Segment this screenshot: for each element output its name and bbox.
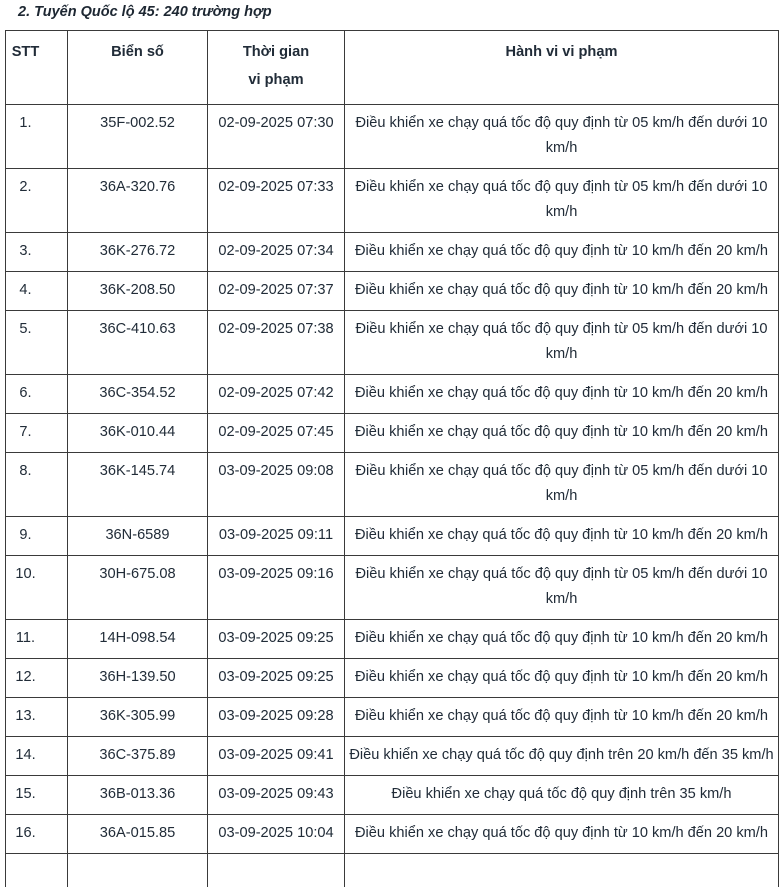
violations-table [5, 30, 779, 887]
row-plate-cell: 35F-002.52 [68, 105, 208, 169]
row-time-cell: 02-09-2025 07:45 [208, 414, 345, 453]
row-time-cell: 02-09-2025 07:30 [208, 105, 345, 169]
table-row [6, 272, 779, 311]
table-row [6, 233, 779, 272]
row-violation-cell: Điều khiển xe chạy quá tốc độ quy định từ 10 km/h đến 20 km/h [345, 375, 779, 414]
row-plate-cell: 14H-098.54 [68, 620, 208, 659]
header-time [208, 31, 345, 105]
table-header [6, 31, 779, 105]
row-violation-cell: Điều khiển xe chạy quá tốc độ quy định từ 05 km/h đến dưới 10 km/h [345, 169, 779, 233]
row-index-cell: 10. [6, 556, 68, 620]
table-row [6, 453, 779, 517]
row-plate-cell: 36K-305.99 [68, 698, 208, 737]
row-plate-cell: 36K-145.74 [68, 453, 208, 517]
row-time-cell: 03-09-2025 09:08 [208, 453, 345, 517]
row-violation-cell: Điều khiển xe chạy quá tốc độ quy định từ 10 km/h đến 20 km/h [345, 620, 779, 659]
row-plate-cell: 36C-410.63 [68, 311, 208, 375]
row-plate-cell: 36A-320.76 [68, 169, 208, 233]
row-index-cell: 4. [6, 272, 68, 311]
table-body [6, 105, 779, 854]
header-row [6, 31, 779, 105]
table-partial-body [6, 854, 779, 887]
row-violation-cell: Điều khiển xe chạy quá tốc độ quy định từ 10 km/h đến 20 km/h [345, 233, 779, 272]
row-time-cell: 03-09-2025 09:41 [208, 737, 345, 776]
row-index-cell: 12. [6, 659, 68, 698]
table-row [6, 620, 779, 659]
partial-cell [68, 854, 208, 887]
table-row [6, 105, 779, 169]
row-index-cell: 16. [6, 815, 68, 854]
table-row-partial [6, 854, 779, 887]
row-time-cell: 03-09-2025 09:16 [208, 556, 345, 620]
header-time-line2: vi phạm [210, 68, 342, 93]
row-index-cell: 7. [6, 414, 68, 453]
row-violation-cell: Điều khiển xe chạy quá tốc độ quy định từ 10 km/h đến 20 km/h [345, 698, 779, 737]
table-row [6, 414, 779, 453]
row-index-cell: 11. [6, 620, 68, 659]
row-time-cell: 03-09-2025 09:43 [208, 776, 345, 815]
row-violation-cell: Điều khiển xe chạy quá tốc độ quy định từ 10 km/h đến 20 km/h [345, 659, 779, 698]
row-index-cell: 13. [6, 698, 68, 737]
row-plate-cell: 36N-6589 [68, 517, 208, 556]
row-violation-cell: Điều khiển xe chạy quá tốc độ quy định từ 10 km/h đến 20 km/h [345, 517, 779, 556]
table-row [6, 776, 779, 815]
partial-cell [208, 854, 345, 887]
row-time-cell: 03-09-2025 10:04 [208, 815, 345, 854]
row-time-cell: 03-09-2025 09:11 [208, 517, 345, 556]
row-index-cell: 2. [6, 169, 68, 233]
section-title: 2. Tuyến Quốc lộ 45: 240 trường hợp [18, 3, 782, 21]
partial-cell [345, 854, 779, 887]
row-index-cell: 5. [6, 311, 68, 375]
table-row [6, 311, 779, 375]
row-violation-cell: Điều khiển xe chạy quá tốc độ quy định từ 10 km/h đến 20 km/h [345, 815, 779, 854]
row-time-cell: 02-09-2025 07:33 [208, 169, 345, 233]
row-time-cell: 02-09-2025 07:38 [208, 311, 345, 375]
row-plate-cell: 36C-354.52 [68, 375, 208, 414]
header-time-line1: Thời gian [210, 40, 342, 65]
row-time-cell: 03-09-2025 09:25 [208, 620, 345, 659]
header-stt: STT [6, 31, 68, 105]
row-time-cell: 03-09-2025 09:25 [208, 659, 345, 698]
row-index-cell: 15. [6, 776, 68, 815]
row-violation-cell: Điều khiển xe chạy quá tốc độ quy định từ 05 km/h đến dưới 10 km/h [345, 311, 779, 375]
row-time-cell: 03-09-2025 09:28 [208, 698, 345, 737]
row-plate-cell: 36K-010.44 [68, 414, 208, 453]
row-plate-cell: 36C-375.89 [68, 737, 208, 776]
table-row [6, 375, 779, 414]
row-index-cell: 14. [6, 737, 68, 776]
row-time-cell: 02-09-2025 07:34 [208, 233, 345, 272]
row-time-cell: 02-09-2025 07:37 [208, 272, 345, 311]
row-plate-cell: 36A-015.85 [68, 815, 208, 854]
page [0, 3, 782, 887]
table-row [6, 659, 779, 698]
row-violation-cell: Điều khiển xe chạy quá tốc độ quy định từ 10 km/h đến 20 km/h [345, 272, 779, 311]
row-index-cell: 6. [6, 375, 68, 414]
table-row [6, 556, 779, 620]
partial-cell [6, 854, 68, 887]
row-index-cell: 3. [6, 233, 68, 272]
row-plate-cell: 36H-139.50 [68, 659, 208, 698]
row-violation-cell: Điều khiển xe chạy quá tốc độ quy định từ 10 km/h đến 20 km/h [345, 414, 779, 453]
table-row [6, 169, 779, 233]
row-index-cell: 9. [6, 517, 68, 556]
row-violation-cell: Điều khiển xe chạy quá tốc độ quy định từ 05 km/h đến dưới 10 km/h [345, 556, 779, 620]
row-index-cell: 1. [6, 105, 68, 169]
row-plate-cell: 36B-013.36 [68, 776, 208, 815]
table-row [6, 815, 779, 854]
table-row [6, 737, 779, 776]
header-plate: Biển số [68, 31, 208, 105]
header-violation: Hành vi vi phạm [345, 31, 779, 105]
row-violation-cell: Điều khiển xe chạy quá tốc độ quy định từ 05 km/h đến dưới 10 km/h [345, 105, 779, 169]
row-plate-cell: 36K-276.72 [68, 233, 208, 272]
row-plate-cell: 30H-675.08 [68, 556, 208, 620]
row-violation-cell: Điều khiển xe chạy quá tốc độ quy định trên 20 km/h đến 35 km/h [345, 737, 779, 776]
row-index-cell: 8. [6, 453, 68, 517]
row-time-cell: 02-09-2025 07:42 [208, 375, 345, 414]
row-plate-cell: 36K-208.50 [68, 272, 208, 311]
row-violation-cell: Điều khiển xe chạy quá tốc độ quy định từ 05 km/h đến dưới 10 km/h [345, 453, 779, 517]
table-row [6, 517, 779, 556]
row-violation-cell: Điều khiển xe chạy quá tốc độ quy định trên 35 km/h [345, 776, 779, 815]
table-row [6, 698, 779, 737]
